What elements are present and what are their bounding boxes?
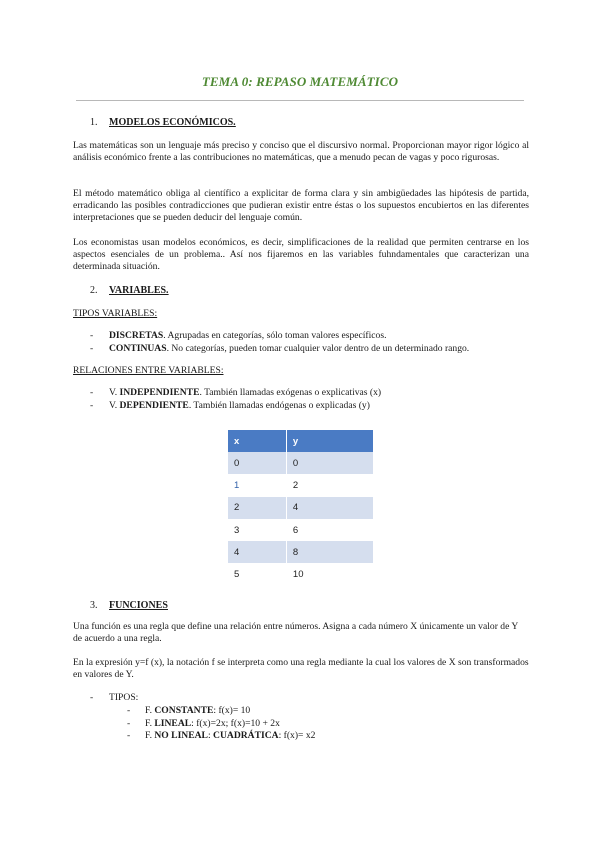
term-lineal: LINEAL — [154, 717, 192, 729]
title-divider — [76, 100, 524, 101]
table-cell: 8 — [286, 541, 373, 563]
paragraph-modelos-2: El método matemático obliga al científico a explicitar de forma clara y sin ambigüedades las hipótesis de partida, erradicando las posibles contradicciones que pudieran existir entre éstas o los supuestos encubiertos en las diferentes interpretaciones que se pueden deducir del lenguaje común. — [73, 188, 529, 223]
table-row — [228, 563, 374, 585]
term-constante: CONSTANTE — [154, 705, 214, 716]
section-label: MODELOS ECONÓMICOS. — [109, 117, 236, 128]
table-row — [228, 452, 374, 474]
section-number: 1. — [90, 117, 98, 128]
formula-text: : f(x)=2x; f(x)=10 + 2x — [191, 717, 280, 729]
table-cell: 4 — [228, 541, 286, 563]
table-row — [228, 541, 374, 563]
prefix-text: F. — [145, 730, 155, 741]
definition-text: . También llamadas exógenas o explicativas (x) — [199, 387, 382, 398]
table-cell: 4 — [286, 497, 373, 519]
paragraph-modelos-1: Las matemáticas son un lenguaje más preciso y conciso que el discursivo normal. Proporcionan mayor rigor lógico al análisis económico frente a las contribuciones no matemáticas, que a menudo pecan de vagas y poco rigurosas. — [73, 140, 529, 163]
table-cell: 0 — [286, 452, 373, 474]
section-heading-modelos — [90, 117, 236, 128]
list-item: - TIPOS: — [90, 692, 138, 705]
table-row — [228, 474, 374, 496]
table-cell: 10 — [286, 563, 373, 585]
definition-text: . No categorías, pueden tomar cualquier valor dentro de un determinado rango. — [166, 342, 470, 354]
term-continuas: CONTINUAS — [109, 342, 167, 354]
section-label: VARIABLES. — [109, 285, 169, 296]
list-tipos-variables — [90, 330, 469, 355]
section-heading-funciones — [90, 600, 168, 611]
prefix-text: V. — [109, 399, 120, 411]
table-cell: 5 — [228, 563, 286, 585]
table-cell: 2 — [286, 474, 373, 496]
list-item — [90, 343, 469, 356]
term-independiente: INDEPENDIENTE — [119, 387, 200, 398]
section-number: 3. — [90, 600, 98, 611]
list-item — [127, 705, 315, 718]
paragraph-funciones-1: Una función es una regla que define una relación entre números. Asigna a cada número X únicamente un valor de Y de acuerdo a una regla. — [73, 621, 518, 644]
table-row — [228, 497, 374, 519]
list-item — [127, 730, 315, 743]
term-no-lineal: NO LINEAL — [154, 730, 208, 741]
xy-table — [228, 430, 374, 586]
definition-text: . También llamadas endógenas o explicadas (y) — [188, 399, 370, 411]
list-funciones — [127, 705, 315, 743]
subheading-tipos-variables: TIPOS VARIABLES: — [73, 308, 158, 319]
subheading-relaciones: RELACIONES ENTRE VARIABLES: — [73, 365, 224, 376]
column-header-y: y — [286, 430, 373, 452]
prefix-text: V. — [109, 387, 120, 398]
prefix-text: F. — [145, 705, 155, 716]
list-item — [90, 400, 381, 413]
table-cell: 1 — [228, 474, 286, 496]
column-header-x: x — [228, 430, 286, 452]
table-header-row — [228, 430, 374, 452]
table-cell: 2 — [228, 497, 286, 519]
term-discretas: DISCRETAS — [109, 330, 164, 341]
definition-text: . Agrupadas en categorías, sólo toman valores específicos. — [163, 330, 387, 341]
formula-text: : f(x)= x2 — [278, 730, 316, 741]
term-dependiente: DEPENDIENTE — [119, 399, 189, 411]
list-tipos-funciones — [90, 692, 138, 705]
list-item — [127, 718, 315, 731]
section-label: FUNCIONES — [109, 600, 168, 611]
page-title: TEMA 0: REPASO MATEMÁTICO — [201, 74, 399, 89]
section-number: 2. — [90, 285, 98, 296]
table-row — [228, 519, 374, 541]
formula-text: : f(x)= 10 — [213, 705, 251, 716]
paragraph-funciones-2: En la expresión y=f (x), la notación f se interpreta como una regla mediante la cual los valores de X son transformados en valores de Y. — [73, 657, 529, 680]
section-heading-variables — [90, 285, 169, 296]
term-cuadratica: CUADRÁTICA — [213, 730, 279, 741]
prefix-text: F. — [145, 717, 155, 729]
paragraph-modelos-3: Los economistas usan modelos económicos, es decir, simplificaciones de la realidad que permiten centrarse en los aspectos esenciales de un problema.. Así nos fijaremos en las variables fuhndamentales que caracterizan una determinada situación. — [73, 237, 529, 272]
table-cell: 0 — [228, 452, 286, 474]
list-item — [90, 387, 381, 400]
separator-text: : — [207, 730, 214, 741]
list-item — [90, 330, 469, 343]
list-relaciones — [90, 387, 381, 412]
table-cell: 6 — [286, 519, 373, 541]
table-cell: 3 — [228, 519, 286, 541]
